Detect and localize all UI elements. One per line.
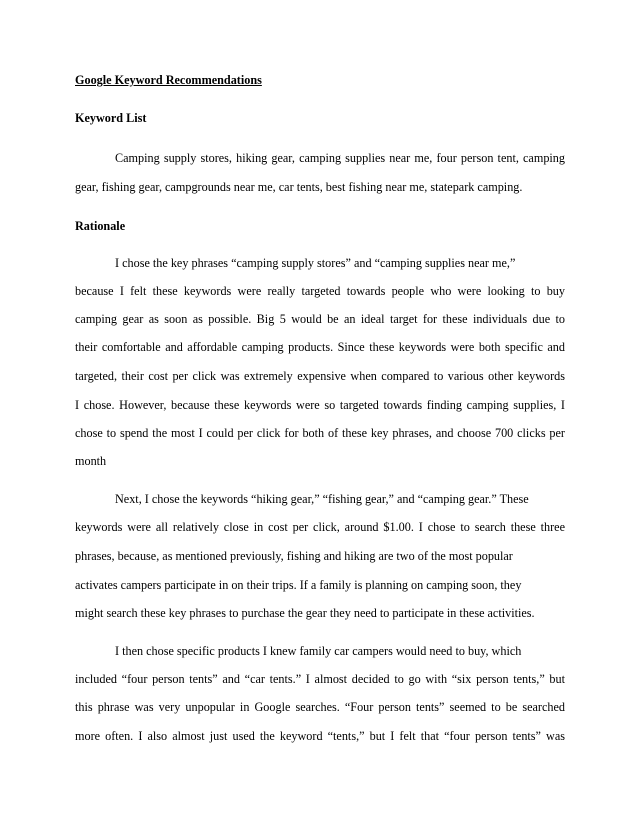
paragraph-line: phrases, because, as mentioned previously, fishing and hiking are two of the most popular — [75, 549, 513, 563]
paragraph-line: camping gear as soon as possible. Big 5 would be an ideal target for these individuals due to — [75, 312, 565, 326]
paragraph-line: activates campers participate in on their trips. If a family is planning on camping soon, they — [75, 578, 522, 592]
document-title: Google Keyword Recommendations — [75, 73, 262, 87]
paragraph-line: keywords were all relatively close in cost per click, around $1.00. I chose to search these three — [75, 520, 565, 534]
paragraph-line: because I felt these keywords were really targeted towards people who were looking to buy — [75, 284, 565, 298]
keyword-list-line: Camping supply stores, hiking gear, camping supplies near me, four person tent, camping — [115, 151, 565, 165]
paragraph-line: targeted, their cost per click was extremely expensive when compared to various other keywords — [75, 369, 565, 383]
paragraph-line: this phrase was very unpopular in Google searches. “Four person tents” seemed to be searched — [75, 700, 565, 714]
keyword-list-line: gear, fishing gear, campgrounds near me, car tents, best fishing near me, statepark camping. — [75, 180, 523, 194]
paragraph-line: I then chose specific products I knew family car campers would need to buy, which — [115, 644, 522, 658]
rationale-heading: Rationale — [75, 219, 126, 233]
paragraph-line: included “four person tents” and “car tents.” I almost decided to go with “six person tents,” but — [75, 672, 565, 686]
paragraph-line: might search these key phrases to purchase the gear they need to participate in these activities. — [75, 606, 535, 620]
paragraph-line: chose to spend the most I could per click for both of these key phrases, and choose 700 clicks per — [75, 426, 565, 440]
paragraph-line: I chose the key phrases “camping supply stores” and “camping supplies near me,” — [115, 256, 516, 270]
keyword-list-heading: Keyword List — [75, 111, 147, 125]
paragraph-line: more often. I also almost just used the keyword “tents,” but I felt that “four person tents” was — [75, 729, 565, 743]
paragraph-line: I chose. However, because these keywords were so targeted towards finding camping supplies, I — [75, 398, 565, 412]
paragraph-line: Next, I chose the keywords “hiking gear,” “fishing gear,” and “camping gear.” These — [115, 492, 529, 506]
paragraph-line: month — [75, 454, 107, 468]
paragraph-line: their comfortable and affordable camping products. Since these keywords were both specific and — [75, 340, 565, 354]
